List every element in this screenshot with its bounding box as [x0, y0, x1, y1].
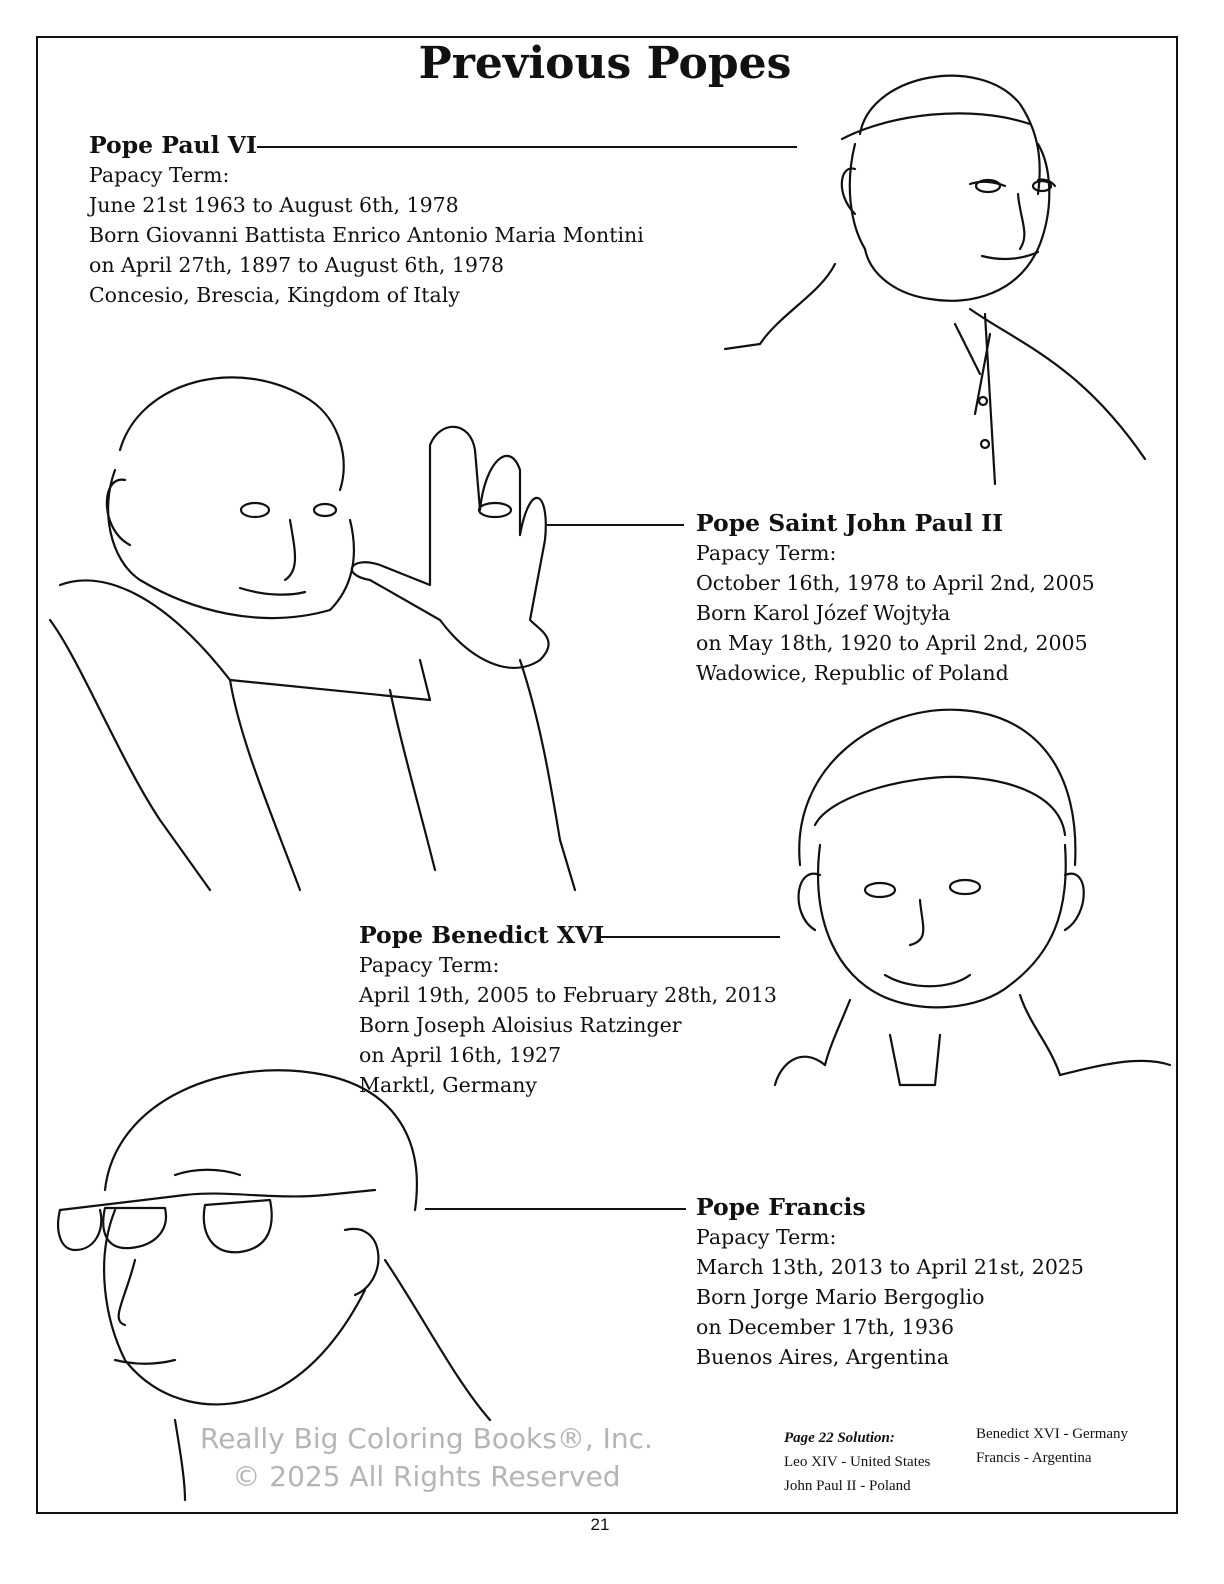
page-number: 21 — [590, 1515, 610, 1534]
pope-name: Pope Saint John Paul II — [696, 509, 1004, 537]
info-line: Concesio, Brescia, Kingdom of Italy — [89, 283, 460, 307]
info-line: Papacy Term: — [359, 953, 500, 977]
info-line: Wadowice, Republic of Poland — [696, 661, 1009, 685]
connector-line-john-paul-ii — [547, 524, 684, 526]
pope-john-paul-ii-info — [696, 508, 1095, 688]
solution-col2 — [976, 1422, 1128, 1470]
solution-item: Benedict XVI - Germany — [976, 1426, 1129, 1442]
solution-item: Francis - Argentina — [976, 1450, 1092, 1466]
pope-name: Pope Francis — [696, 1193, 866, 1221]
pope-francis-info — [696, 1192, 1084, 1372]
john-paul-ii-portrait — [40, 360, 600, 900]
info-line: Born Giovanni Battista Enrico Antonio Maria Montini — [89, 223, 644, 247]
copyright-watermark — [200, 1420, 653, 1496]
info-line: Born Jorge Mario Bergoglio — [696, 1285, 985, 1309]
pope-name: Pope Paul VI — [89, 131, 257, 159]
info-line: on December 17th, 1936 — [696, 1315, 954, 1339]
solution-col1 — [784, 1426, 930, 1498]
solution-heading: Page 22 Solution: — [784, 1430, 895, 1446]
info-line: October 16th, 1978 to April 2nd, 2005 — [696, 571, 1095, 595]
info-line: Buenos Aires, Argentina — [696, 1345, 950, 1369]
info-line: Papacy Term: — [696, 541, 837, 565]
info-line: Marktl, Germany — [359, 1073, 538, 1097]
pope-benedict-xvi-info — [359, 920, 777, 1100]
pope-name: Pope Benedict XVI — [359, 921, 605, 949]
info-line: Born Karol Józef Wojtyła — [696, 601, 951, 625]
info-line: on April 27th, 1897 to August 6th, 1978 — [89, 253, 505, 277]
solution-item: Leo XIV - United States — [784, 1454, 931, 1470]
info-line: on May 18th, 1920 to April 2nd, 2005 — [696, 631, 1088, 655]
solution-item: John Paul II - Poland — [784, 1478, 911, 1494]
watermark-line: Really Big Coloring Books®, Inc. — [200, 1422, 653, 1455]
benedict-xvi-portrait — [760, 705, 1180, 1105]
info-line: June 21st 1963 to August 6th, 1978 — [89, 193, 459, 217]
info-line: Born Joseph Aloisius Ratzinger — [359, 1013, 682, 1037]
page-title: Previous Popes — [418, 38, 792, 89]
paul-vi-portrait — [720, 44, 1160, 484]
info-line: April 19th, 2005 to February 28th, 2013 — [359, 983, 777, 1007]
info-line: March 13th, 2013 to April 21st, 2025 — [696, 1255, 1084, 1279]
info-line: Papacy Term: — [89, 163, 230, 187]
info-line: on April 16th, 1927 — [359, 1043, 562, 1067]
watermark-line: © 2025 All Rights Reserved — [232, 1460, 621, 1493]
pope-paul-vi-info — [89, 130, 644, 310]
connector-line-francis — [425, 1208, 686, 1210]
info-line: Papacy Term: — [696, 1225, 837, 1249]
